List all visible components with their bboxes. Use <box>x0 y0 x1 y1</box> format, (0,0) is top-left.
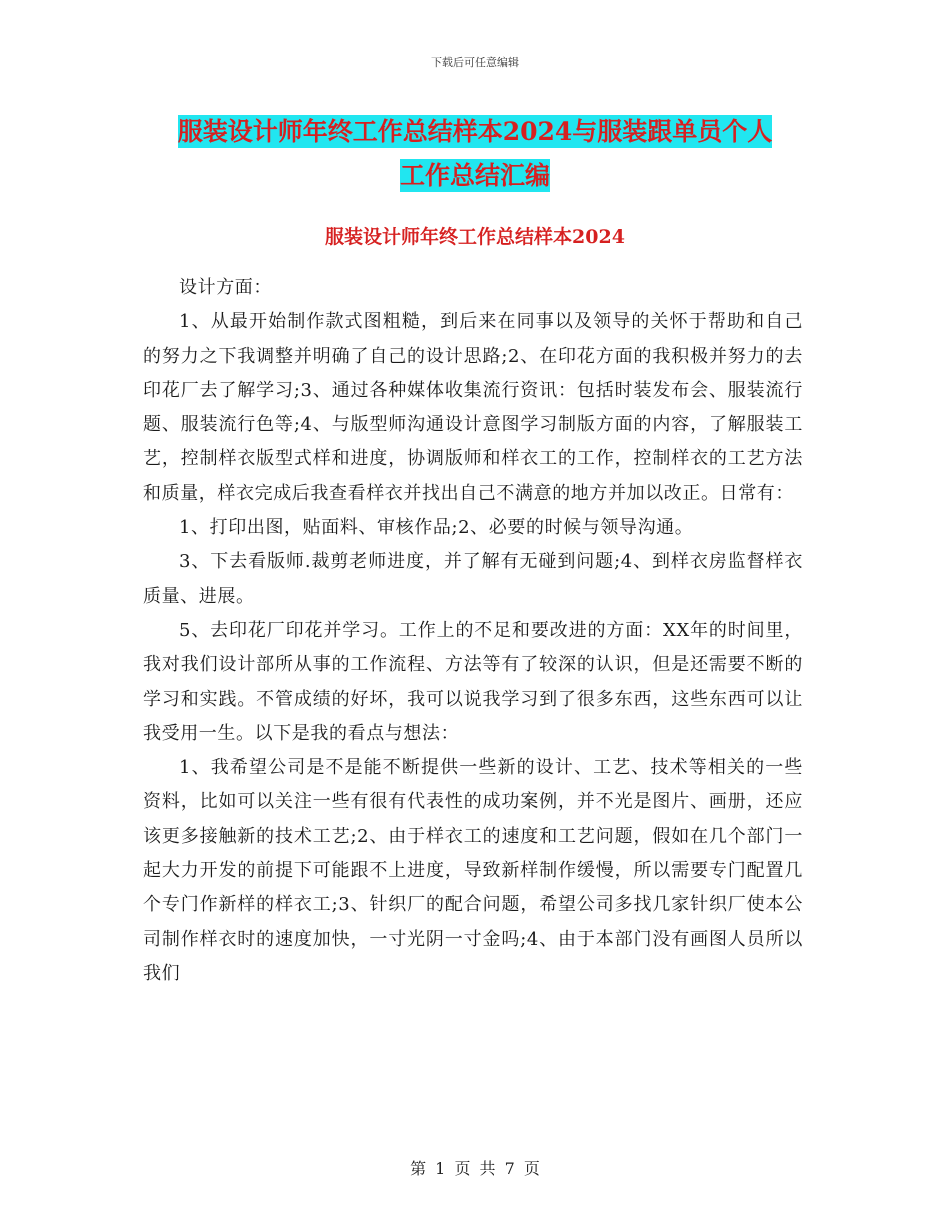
body-text <box>143 271 803 991</box>
paragraph: 设计方面： <box>179 277 272 298</box>
paragraph: 1、打印出图，贴面料、审核作品;2、必要的时候与领导沟通。 <box>179 517 694 539</box>
section-title: 服装设计师年终工作总结样本2024 <box>325 226 625 248</box>
paragraph: 3、下去看版师.裁剪老师进度，并了解有无碰到问题;4、到样衣房监督样衣质量、进展。 <box>143 551 803 607</box>
header-note: 下载后可任意编辑 <box>431 56 519 69</box>
paragraph: 5、去印花厂印花并学习。工作上的不足和要改进的方面：XX年的时间里，我对我们设计部所从事的工作流程、方法等有了较深的认识，但是还需要不断的学习和实践。不管成绩的好坏，我可以说我学习到了很多东西，这些东西可以让我受用一生。以下是我的看点与想法： <box>143 619 803 744</box>
title-line-2: 工作总结汇编 <box>399 161 550 190</box>
title-line-1: 服装设计师年终工作总结样本2024与服装跟单员个人 <box>177 117 773 146</box>
document-title <box>120 110 830 198</box>
paragraph: 1、从最开始制作款式图粗糙，到后来在同事以及领导的关怀于帮助和自己的努力之下我调整并明确了自己的设计思路;2、在印花方面的我积极并努力的去印花厂去了解学习;3、通过各种媒体收集流行资讯：包括时装发布会、服装流行题、服装流行色等;4、与版型师沟通设计意图学习制版方面的内容，了解服装工艺，控制样衣版型式样和进度，协调版师和样衣工的工作，控制样衣的工艺方法和质量，样衣完成后我查看样衣并找出自己不满意的地方并加以改正。日常有： <box>143 311 803 504</box>
page-number: 第 1 页 共 7 页 <box>410 1159 540 1178</box>
paragraph: 1、我希望公司是不是能不断提供一些新的设计、工艺、技术等相关的一些资料，比如可以关注一些有很有代表性的成功案例，并不光是图片、画册，还应该更多接触新的技术工艺;2、由于样衣工的速度和工艺问题，假如在几个部门一起大力开发的前提下可能跟不上进度，导致新样制作缓慢，所以需要专门配置几个专门作新样的样衣工;3、针织厂的配合问题，希望公司多找几家针织厂使本公司制作样衣时的速度加快，一寸光阴一寸金吗;4、由于本部门没有画图人员所以我们 <box>143 757 803 984</box>
